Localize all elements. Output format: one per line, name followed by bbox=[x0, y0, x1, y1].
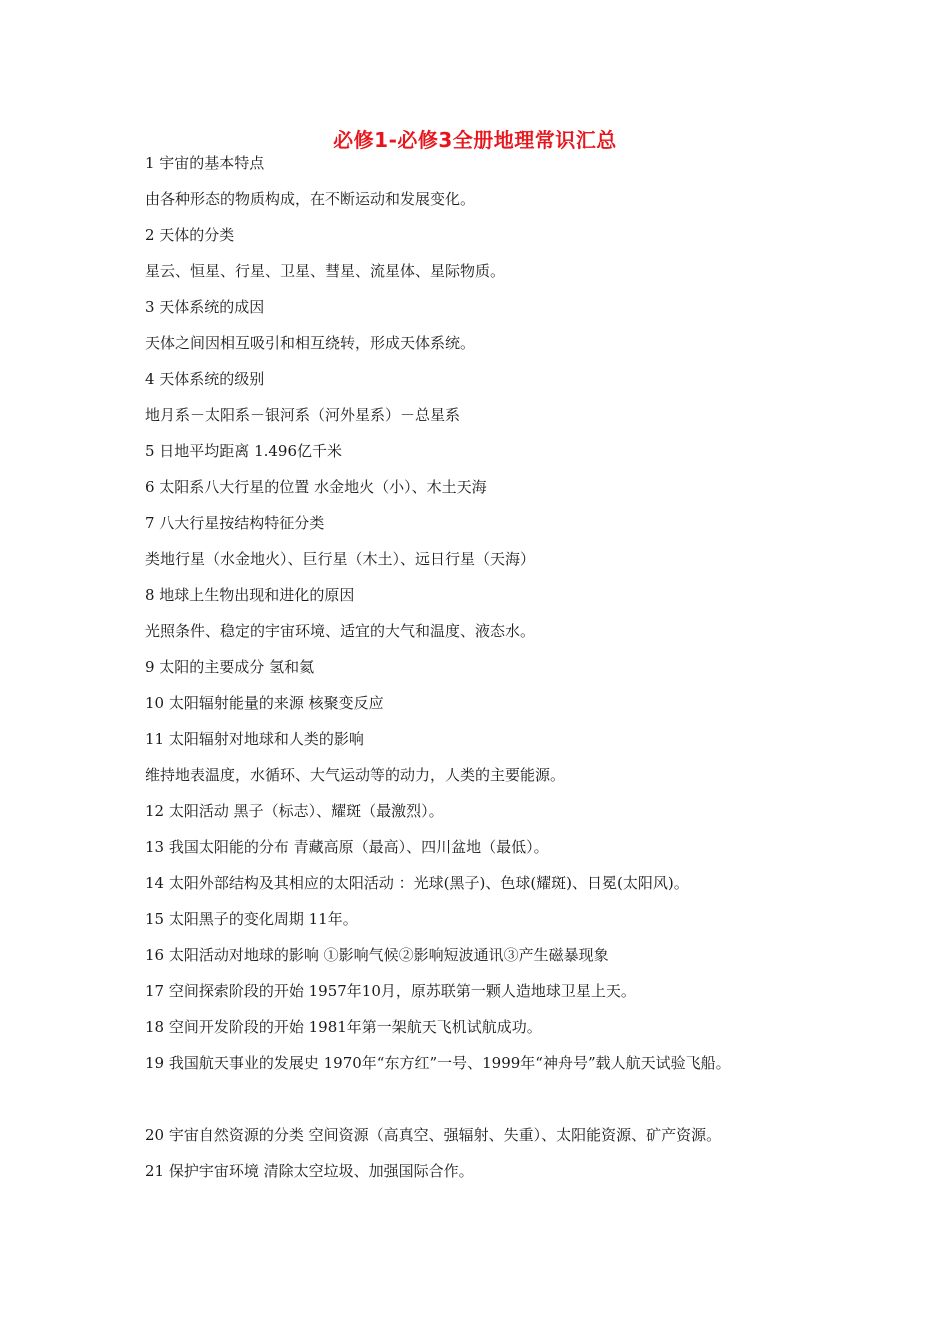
item-21: 21 保护宇宙环境 清除太空垃圾、加强国际合作。 bbox=[145, 1162, 474, 1180]
item-14: 14 太阳外部结构及其相应的太阳活动 ：光球(黑子)、色球(耀斑)、日冕(太阳风)。 bbox=[145, 874, 689, 892]
item-18: 18 空间开发阶段的开始 1981年第一架航天飞机试航成功。 bbox=[145, 1018, 542, 1036]
item-8-text: 光照条件、稳定的宇宙环境、适宜的大气和温度、液态水。 bbox=[145, 622, 536, 640]
item-16: 16 太阳活动对地球的影响 ①影响气候②影响短波通讯③产生磁暴现象 bbox=[145, 946, 609, 964]
item-3-heading: 3 天体系统的成因 bbox=[145, 298, 265, 316]
item-9: 9 太阳的主要成分 氢和氦 bbox=[145, 658, 315, 676]
item-5: 5 日地平均距离 1.496亿千米 bbox=[145, 442, 343, 460]
item-6: 6 太阳系八大行星的位置 水金地火（小）、木土天海 bbox=[145, 478, 487, 496]
item-8-heading: 8 地球上生物出现和进化的原因 bbox=[145, 586, 355, 604]
item-7-text: 类地行星（水金地火）、巨行星（木土）、远日行星（天海） bbox=[145, 550, 536, 568]
document-body bbox=[145, 150, 845, 1194]
item-12: 12 太阳活动 黑子（标志）、耀斑（最激烈）。 bbox=[145, 802, 444, 820]
item-7-heading: 7 八大行星按结构特征分类 bbox=[145, 514, 325, 532]
item-3-text: 天体之间因相互吸引和相互绕转，形成天体系统。 bbox=[145, 334, 476, 352]
item-19: 19 我国航天事业的发展史 1970年“东方红”一号、1999年“神舟号”载人航天试验飞船。 bbox=[145, 1054, 731, 1072]
item-20: 20 宇宙自然资源的分类 空间资源（高真空、强辐射、失重）、太阳能资源、矿产资源。 bbox=[145, 1126, 722, 1144]
item-1-heading: 1 宇宙的基本特点 bbox=[145, 154, 265, 172]
item-13: 13 我国太阳能的分布 青藏高原（最高）、四川盆地（最低）。 bbox=[145, 838, 549, 856]
item-11-heading: 11 太阳辐射对地球和人类的影响 bbox=[145, 730, 364, 748]
item-2-text: 星云、恒星、行星、卫星、彗星、流星体、星际物质。 bbox=[145, 262, 506, 280]
item-15: 15 太阳黑子的变化周期 11年。 bbox=[145, 910, 358, 928]
item-2-heading: 2 天体的分类 bbox=[145, 226, 235, 244]
item-17: 17 空间探索阶段的开始 1957年10月，原苏联第一颗人造地球卫星上天。 bbox=[145, 982, 636, 1000]
item-11-text: 维持地表温度，水循环、大气运动等的动力，人类的主要能源。 bbox=[145, 766, 566, 784]
item-1-text: 由各种形态的物质构成，在不断运动和发展变化。 bbox=[145, 190, 476, 208]
document-title: 必修1-必修3全册地理常识汇总 bbox=[333, 128, 617, 152]
item-4-text: 地月系－太阳系－银河系（河外星系）－总星系 bbox=[145, 406, 461, 424]
item-4-heading: 4 天体系统的级别 bbox=[145, 370, 265, 388]
item-10: 10 太阳辐射能量的来源 核聚变反应 bbox=[145, 694, 384, 712]
